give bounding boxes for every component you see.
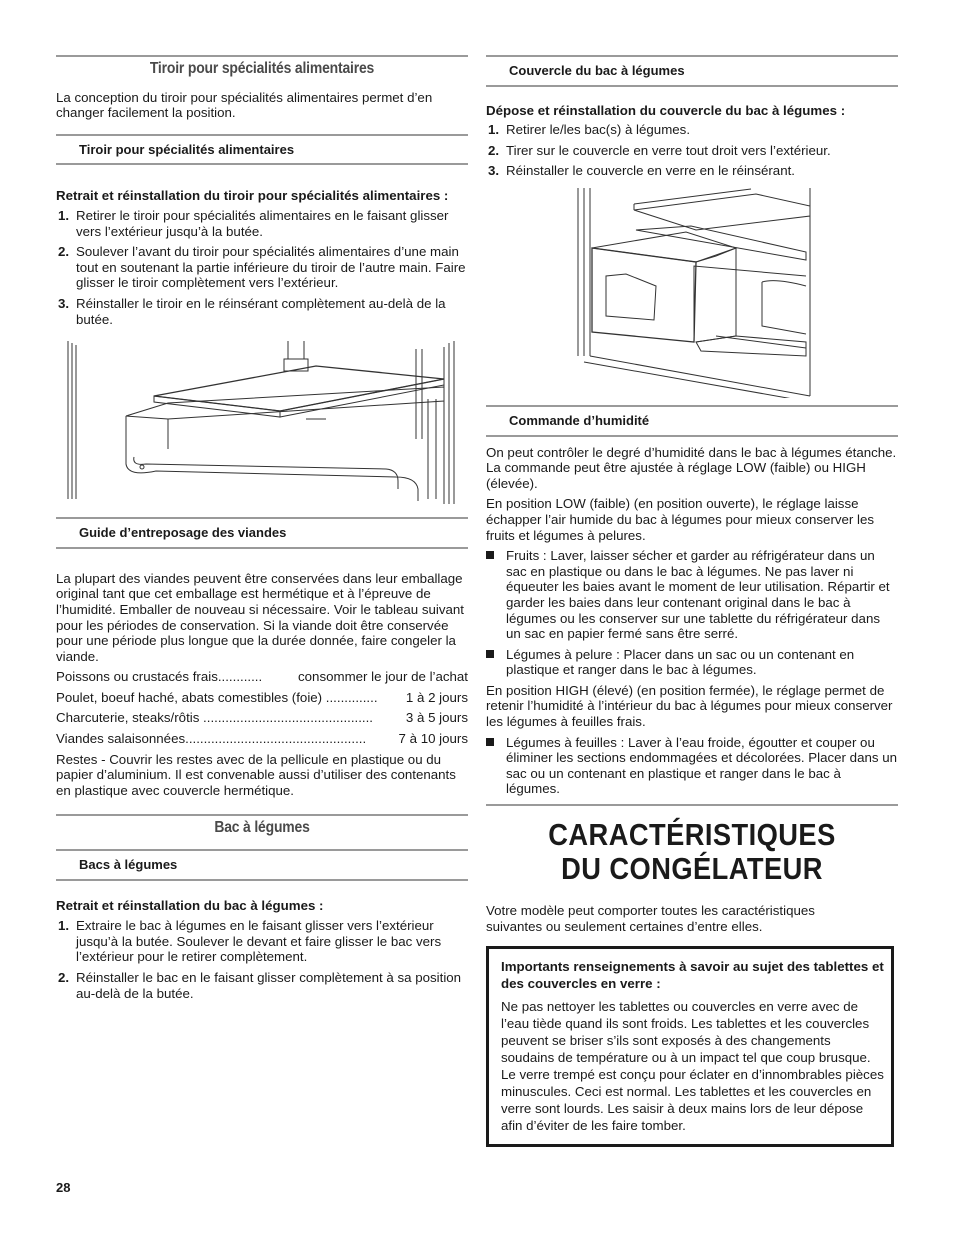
storage-period: 3 à 5 jours (405, 710, 468, 726)
square-bullet-icon (486, 551, 494, 559)
glass-shelves-note (486, 946, 894, 1147)
humidity-subhead: Commande d’humidité (486, 405, 898, 437)
step-text: Tirer sur le couvercle en verre tout droit vers l’extérieur. (506, 142, 831, 158)
step-item (56, 970, 468, 1001)
storage-period: consommer le jour de l’achat (298, 669, 468, 685)
step-item (486, 163, 898, 179)
note-heading: Importants renseignements à savoir au sujet des tablettes et des couvercles en verre : (501, 959, 884, 992)
note-body: Ne pas nettoyer les tablettes ou couvercles en verre avec de l’eau tiède quand ils sont froids. Les tablettes et les couvercles peuvent se briser s’ils sont exposés à des changements soudains de température ou à un impact tel que coup brusque. Le verre trempé est conçu pour éclater en d’innombrables pièces minuscules. Ceci est normal. Les tablettes et les couvercles en verre sont lourds. Les saisir à deux mains lors de leur dépose afin d’éviter de les faire tomber. (501, 999, 884, 1134)
meat-storage-table (56, 669, 468, 746)
specialty-drawer-steps-heading: Retrait et réinstallation du tiroir pour spécialités alimentaires : (56, 188, 449, 204)
step-item (486, 143, 898, 159)
crisper-cover-illustration (576, 186, 898, 398)
crisper-steps-heading: Retrait et réinstallation du bac à légumes : (56, 897, 324, 913)
meat-item: Poulet, boeuf haché, abats comestibles (foie) .............. (56, 689, 378, 705)
step-item (56, 296, 468, 327)
step-item (56, 244, 468, 291)
specialty-drawer-subhead: Tiroir pour spécialités alimentaires (56, 134, 468, 166)
list-item-text: Fruits : Laver, laisser sécher et garder au réfrigérateur dans un sac en plastique ou dans le bac à légumes. Ne pas laver ni équeuter les baies avant le moment de leur utilisation. Répartir et garder les baies dans leur contenant original dans le bac à légumes ou les conserver sur une tablette du réfrigérateur dans un sac en papier fermé sans être serré. (506, 548, 890, 642)
step-item (56, 918, 468, 965)
step-text: Retirer le/les bac(s) à légumes. (506, 122, 691, 138)
specialty-drawer-intro: La conception du tiroir pour spécialités alimentaires permet d’en changer facilement la position. (56, 89, 433, 121)
humidity-p3: En position HIGH (élevé) (en position fermée), le réglage permet de retenir l’humidité à l’intérieur du bac à légumes pour mieux conserver les légumes à feuilles frais. (486, 682, 893, 730)
crisper-cover-subhead: Couvercle du bac à légumes (486, 55, 898, 87)
step-number: 2. (488, 142, 500, 158)
list-item (486, 548, 898, 642)
crisper-cover-steps-heading: Dépose et réinstallation du couvercle du bac à légumes : (486, 102, 846, 118)
table-row (56, 669, 468, 685)
step-text: Réinstaller le bac en le faisant glisser complètement à sa position au-delà de la butée. (76, 970, 462, 1001)
list-item-text: Légumes à feuilles : Laver à l’eau froide, égoutter et couper ou éliminer les sections endommagées et décolorées. Placer dans un sac ou un contenant en plastique et ranger dans le bac à légumes. (506, 734, 897, 797)
step-text: Réinstaller le tiroir en le réinsérant complètement au-delà de la butée. (76, 295, 446, 327)
crisper-steps (56, 918, 468, 1001)
section-rule (486, 804, 898, 806)
step-number: 2. (58, 970, 70, 985)
step-text: Soulever l’avant du tiroir pour spécialités alimentaires d’une main tout en soutenant la partie inférieure du tiroir de l’autre main. Faire glisser le tiroir complètement vers l’extérieur. (76, 244, 466, 291)
humidity-p1: On peut contrôler le degré d’humidité dans le bac à légumes étanche. La commande peut être ajustée à réglage LOW (faible) ou HIGH (élevée). (486, 444, 897, 491)
list-item-text: Légumes à pelure : Placer dans un sac ou un contenant en plastique et ranger dans le bac à légumes. (506, 646, 855, 678)
step-item (486, 122, 898, 138)
meat-item: Viandes salaisonnées................................................. (56, 731, 367, 747)
list-item (486, 735, 898, 797)
step-number: 1. (58, 207, 70, 223)
leftovers-text: Restes - Couvrir les restes avec de la pellicule en plastique ou du papier d’aluminium. Il est convenable aussi d’utiliser des contenants en plastique avec couvercle hermétique. (56, 751, 456, 798)
humidity-p2: En position LOW (faible) (en position ouverte), le réglage laisse échapper l’air humide du bac à légumes pour mieux conserver les fruits et légumes à pelures. (486, 496, 875, 543)
meat-item: Poissons ou crustacés frais............ (56, 669, 263, 685)
list-item (486, 647, 898, 678)
crisper-title: Bac à légumes (214, 819, 310, 837)
step-item (56, 208, 468, 239)
square-bullet-icon (486, 738, 494, 746)
step-number: 1. (488, 122, 500, 138)
square-bullet-icon (486, 650, 494, 658)
freezer-intro: Votre modèle peut comporter toutes les caractéristiques suivantes ou seulement certaines d’entre elles. (486, 903, 815, 934)
freezer-title-line2: DU CONGÉLATEUR (561, 851, 823, 887)
left-column (56, 55, 468, 1006)
crisper-cover-steps (486, 122, 898, 179)
crisper-subhead: Bacs à légumes (56, 849, 468, 881)
specialty-drawer-illustration (66, 339, 468, 507)
step-text: Retirer le tiroir pour spécialités alimentaires en le faisant glisser vers l’extérieur jusqu’à la butée. (76, 207, 449, 239)
storage-period: 1 à 2 jours (405, 689, 468, 705)
step-number: 3. (488, 163, 500, 179)
step-number: 2. (58, 244, 70, 260)
specialty-drawer-title: Tiroir pour spécialités alimentaires (149, 60, 375, 77)
step-text: Réinstaller le couvercle en verre en le réinsérant. (506, 163, 795, 179)
freezer-title (486, 818, 898, 886)
table-row (56, 731, 468, 747)
low-setting-list (486, 548, 898, 678)
meat-item: Charcuterie, steaks/rôtis .............................................. (56, 710, 373, 726)
table-row (56, 690, 468, 706)
table-row (56, 710, 468, 726)
storage-period: 7 à 10 jours (398, 731, 468, 747)
right-column (486, 55, 898, 1147)
step-number: 3. (58, 295, 70, 311)
meat-guide-subhead: Guide d’entreposage des viandes (56, 517, 468, 549)
meat-guide-intro: La plupart des viandes peuvent être conservées dans leur emballage original tant que cet emballage est hermétique et à l’épreuve de l’humidité. Emballer de nouveau si nécessaire. Voir le tableau suivant pour les périodes de conservation. Si la viande doit être conservée pour une période plus longue que la durée donnée, faire congeler la viande. (56, 570, 465, 664)
high-setting-list (486, 735, 898, 797)
specialty-drawer-steps (56, 208, 468, 327)
freezer-title-line1: CARACTÉRISTIQUES (548, 817, 836, 853)
page-number: 28 (56, 1180, 71, 1195)
step-text: Extraire le bac à légumes en le faisant glisser vers l’extérieur jusqu’à la butée. Soulever le devant et faire glisser le bac vers l’extérieur pour le retirer complètement. (76, 918, 442, 965)
step-number: 1. (58, 918, 70, 934)
